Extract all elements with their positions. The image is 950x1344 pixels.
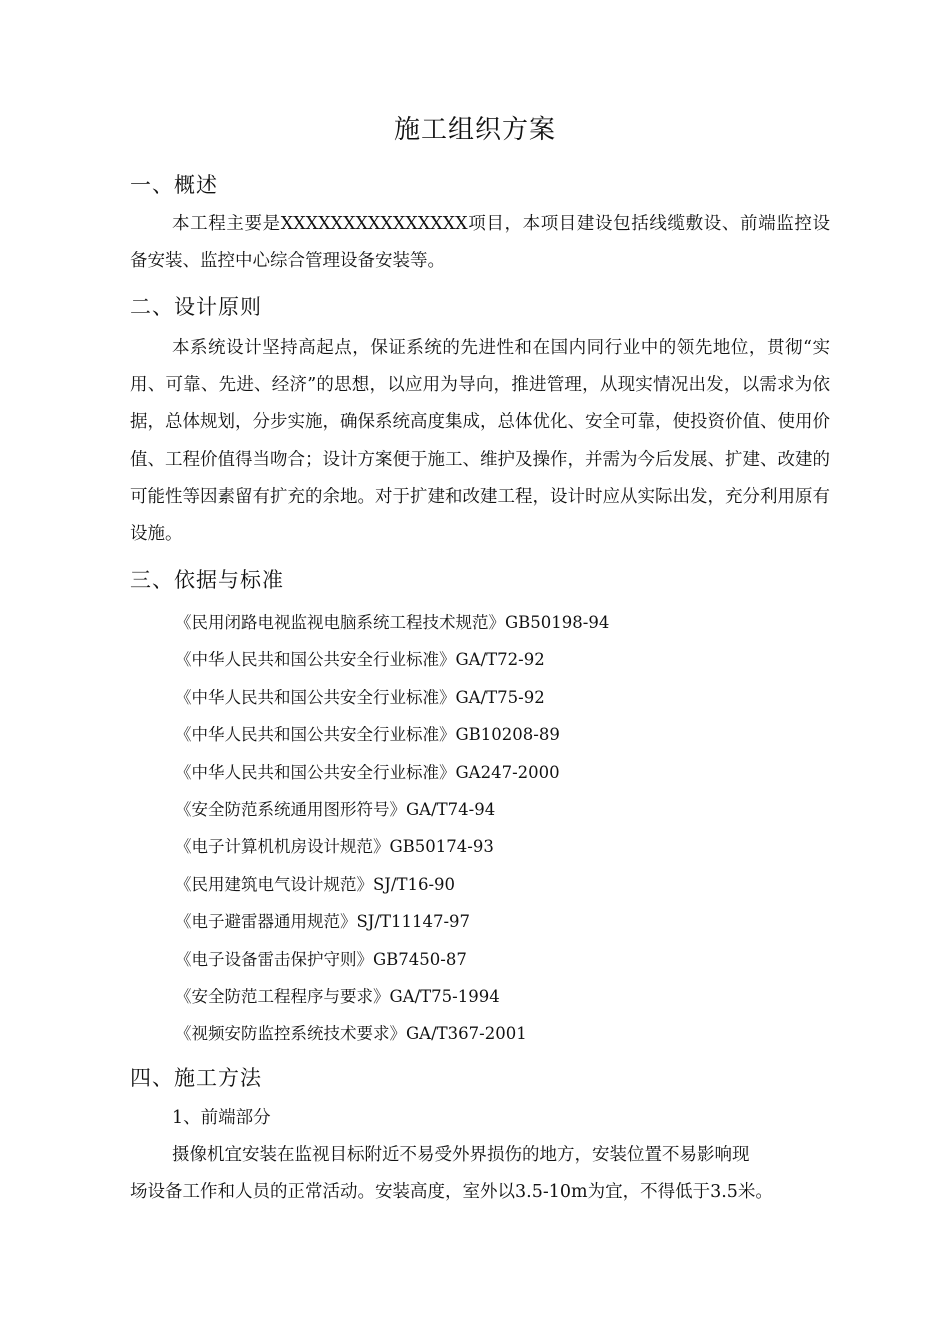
standard-item: 《民用闭路电视监视电脑系统工程技术规范》GB50198-94 bbox=[175, 613, 610, 632]
standard-item: 《电子计算机机房设计规范》GB50174-93 bbox=[175, 837, 494, 857]
construction-line: 场设备工作和人员的正常活动。安装高度，室外以3.5-10m为宜，不得低于3.5米。 bbox=[130, 1182, 773, 1203]
design-paragraph: 本系统设计坚持高起点，保证系统的先进性和在国内同行业中的领先地位，贯彻“实用、可靠、先进、经济”的思想，以应用为导向，推进管理，从现实情况出发，以需求为依据，总体规划，分步实施，确保系统高度集成，总体优化、安全可靠，使投资价值、使用价值、工程价值得当吻合；设计方案便于施工、维护及操作，并需为今后发展、扩建、改建的可能性等因素留有扩充的余地。对于扩建和改建工程，设计时应从实际出发，充分利用原有设施。 bbox=[130, 338, 830, 545]
standard-item: 《安全防范系统通用图形符号》GA/T74-94 bbox=[175, 799, 496, 819]
section-heading-construction: 四、施工方法 bbox=[130, 1066, 262, 1090]
standard-item: 《民用建筑电气设计规范》SJ/T16-90 bbox=[175, 874, 456, 894]
section-heading-standards: 三、依据与标准 bbox=[130, 568, 284, 592]
standard-item: 《电子设备雷击保护守则》GB7450-87 bbox=[175, 949, 467, 969]
section-heading-design: 二、设计原则 bbox=[130, 295, 262, 319]
standard-item: 《中华人民共和国公共安全行业标准》GA247-2000 bbox=[175, 762, 560, 782]
standard-item: 《中华人民共和国公共安全行业标准》GB10208-89 bbox=[175, 725, 560, 745]
subsection-heading-frontend: 1、前端部分 bbox=[172, 1108, 271, 1128]
standard-item: 《安全防范工程程序与要求》GA/T75-1994 bbox=[175, 986, 500, 1006]
standard-item: 《电子避雷器通用规范》SJ/T11147-97 bbox=[175, 912, 471, 932]
construction-line: 摄像机宜安装在监视目标附近不易受外界损伤的地方，安装位置不易影响现 bbox=[172, 1145, 750, 1165]
standards-list bbox=[175, 604, 609, 1053]
standard-item: 《中华人民共和国公共安全行业标准》GA/T72-92 bbox=[175, 650, 545, 670]
standard-item: 《中华人民共和国公共安全行业标准》GA/T75-92 bbox=[175, 687, 545, 707]
standard-item: 《视频安防监控系统技术要求》GA/T367-2001 bbox=[175, 1024, 527, 1044]
overview-paragraph: 本工程主要是XXXXXXXXXXXXXXX项目，本项目建设包括线缆敷设、前端监控设备安装、监控中心综合管理设备安装等。 bbox=[130, 214, 830, 272]
section-heading-overview: 一、概述 bbox=[130, 173, 218, 197]
construction-paragraph bbox=[130, 1137, 850, 1211]
document-title: 施工组织方案 bbox=[393, 115, 556, 145]
